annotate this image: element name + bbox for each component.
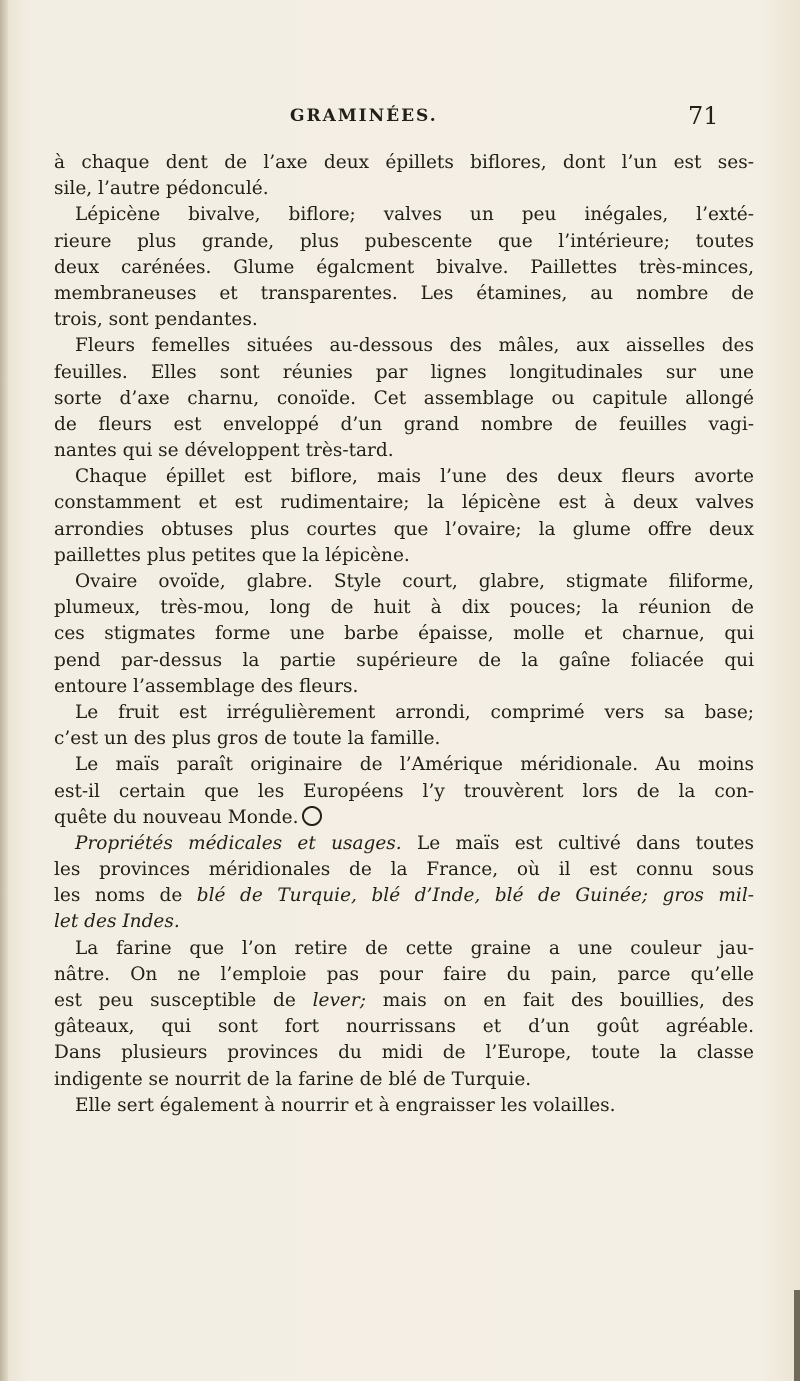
paragraph-6: [54, 700, 754, 752]
text-line: sorte d’axe charnu, conoïde. Cet assemblage ou capitule allongé: [54, 387, 754, 409]
text-segment: les noms de: [54, 885, 197, 907]
text-line: ces stigmates forme une barbe épaisse, molle et charnue, qui: [54, 623, 754, 645]
text-line: arrondies obtuses plus courtes que l’ovaire; la glume offre deux: [54, 518, 754, 540]
text-line: [54, 883, 754, 909]
text-line: let des Indes.: [54, 911, 180, 933]
paragraph-1: [54, 150, 754, 202]
text-line: à chaque dent de l’axe deux épillets biflores, dont l’un est ses-: [54, 152, 754, 173]
italic-word: lever;: [312, 990, 366, 1011]
text-line: Elle sert également à nourrir et à engraisser les volailles.: [75, 1094, 616, 1116]
text-line: gâteaux, qui sont fort nourrissans et d’un goût agréable.: [54, 1016, 754, 1038]
text-segment: est peu susceptible de: [54, 990, 313, 1011]
text-segment: quête du nouveau Monde.: [54, 806, 299, 828]
paragraph-2: [54, 202, 754, 333]
paragraph-3: [54, 333, 754, 464]
page-edge-mark: [794, 1290, 800, 1381]
text-line: sile, l’autre pédonculé.: [54, 178, 269, 200]
text-line: plumeux, très-mou, long de huit à dix pouces; la réunion de: [54, 597, 754, 619]
text-line: paillettes plus petites que la lépicène.: [54, 544, 410, 566]
paragraph-5: [54, 569, 754, 700]
text-segment: mais on en fait des bouillies, des: [365, 990, 754, 1011]
text-line: Fleurs femelles situées au-dessous des mâles, aux aisselles des: [75, 335, 754, 357]
text-line: Ovaire ovoïde, glabre. Style court, glabre, stigmate filiforme,: [75, 571, 754, 592]
text-line: indigente se nourrit de la farine de blé de Turquie.: [54, 1068, 532, 1090]
text-segment: Le maïs est cultivé dans toutes: [401, 832, 755, 854]
text-line: membraneuses et transparentes. Les étamines, au nombre de: [54, 282, 754, 304]
circle-mark-icon: [302, 806, 322, 826]
text-line: rieure plus grande, plus pubescente que l’intérieure; toutes: [54, 230, 754, 252]
text-line: pend par-dessus la partie supérieure de la gaîne foliacée qui: [54, 649, 754, 671]
text-line: deux carénées. Glume égalcment bivalve. Paillettes très-minces,: [54, 256, 754, 278]
paragraph-8: [54, 831, 754, 936]
text-line: Lépicène bivalve, biflore; valves un peu inégales, l’exté-: [75, 204, 754, 226]
paragraph-4: [54, 464, 754, 569]
text-line: [54, 831, 754, 857]
text-line: est-il certain que les Européens l’y trouvèrent lors de la con-: [54, 780, 754, 802]
text-line: trois, sont pendantes.: [54, 309, 258, 331]
text-line: c’est un des plus gros de toute la famille.: [54, 728, 441, 750]
text-line: constamment et est rudimentaire; la lépicène est à deux valves: [54, 492, 754, 514]
paragraph-10: [54, 1093, 754, 1119]
text-line: nâtre. On ne l’emploie pas pour faire du pain, parce qu’elle: [54, 963, 754, 985]
text-line: entoure l’assemblage des fleurs.: [54, 675, 359, 697]
text-line: de fleurs est enveloppé d’un grand nombre de feuilles vagi-: [54, 413, 754, 435]
text-line-with-mark: [54, 805, 754, 831]
paragraph-7: [54, 752, 754, 831]
italic-names: blé de Turquie, blé d’Inde, blé de Guinée; gros mil-: [196, 885, 754, 907]
page-header: [0, 102, 800, 142]
body-text: [54, 150, 754, 1119]
text-line: Dans plusieurs provinces du midi de l’Europe, toute la classe: [54, 1042, 754, 1064]
paragraph-9: [54, 936, 754, 1093]
text-line: Le fruit est irrégulièrement arrondi, comprimé vers sa base;: [75, 701, 754, 723]
text-line: [54, 988, 754, 1014]
text-line: Chaque épillet est biflore, mais l’une des deux fleurs avorte: [75, 466, 754, 488]
text-line: feuilles. Elles sont réunies par lignes longitudinales sur une: [54, 361, 754, 383]
running-title: GRAMINÉES.: [290, 106, 438, 126]
text-line: Le maïs paraît originaire de l’Amérique méridionale. Au moins: [75, 754, 754, 776]
text-line: les provinces méridionales de la France, où il est connu sous: [54, 859, 754, 881]
page-number: 71: [688, 102, 719, 130]
section-heading-italic: Propriétés médicales et usages.: [75, 832, 402, 854]
text-line: nantes qui se développent très-tard.: [54, 440, 394, 462]
page-binding-shadow: [0, 0, 8, 1381]
text-line: La farine que l’on retire de cette graine a une couleur jau-: [75, 937, 754, 959]
